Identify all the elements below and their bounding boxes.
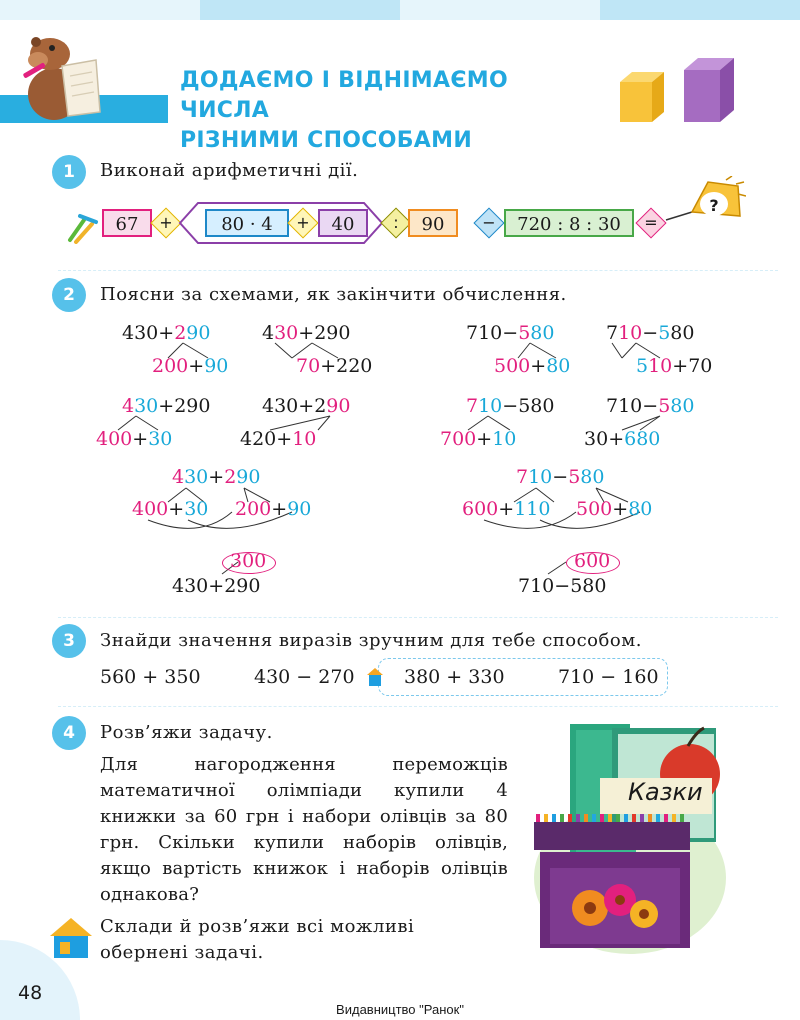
num: 7 bbox=[606, 322, 619, 344]
books-pencils-illustration bbox=[520, 718, 730, 958]
num: 680 bbox=[624, 428, 661, 450]
left-r1b-split bbox=[296, 355, 372, 377]
task1-text: Виконай арифметичні дії. bbox=[100, 160, 359, 181]
left-r3-top bbox=[172, 466, 260, 488]
num: 80 bbox=[628, 498, 653, 520]
num: 200 bbox=[152, 355, 189, 377]
divide-label: : bbox=[393, 213, 399, 232]
left-r1b-top bbox=[262, 322, 350, 344]
right-r3-top bbox=[516, 466, 604, 488]
num: 4 bbox=[122, 395, 135, 417]
num: 10 bbox=[492, 428, 517, 450]
op: + bbox=[612, 498, 629, 520]
separator-3 bbox=[58, 706, 778, 707]
num: 30 bbox=[184, 466, 209, 488]
num: 30 bbox=[274, 322, 299, 344]
num: 430 bbox=[262, 395, 299, 417]
num: 90 bbox=[236, 466, 261, 488]
num: 7 bbox=[466, 395, 479, 417]
op: + bbox=[476, 428, 493, 450]
right-r3-split bbox=[462, 498, 550, 520]
op: + bbox=[188, 355, 205, 377]
left-r2a-split bbox=[96, 428, 172, 450]
num: 4 bbox=[172, 466, 185, 488]
house-icon bbox=[50, 918, 92, 958]
task3-expr3: 380 + 330 bbox=[404, 666, 505, 688]
right-result: 600 bbox=[574, 550, 611, 572]
op: − bbox=[642, 322, 659, 344]
right-r1b-top bbox=[606, 322, 694, 344]
group-a: 80 · 4 bbox=[205, 209, 289, 237]
left-r2b-top bbox=[262, 395, 350, 417]
task3-number: 3 bbox=[52, 624, 86, 658]
equals-label: = bbox=[644, 213, 658, 232]
num: 400 bbox=[96, 428, 133, 450]
minus-label: − bbox=[482, 213, 496, 232]
right-r4-expr bbox=[518, 575, 606, 597]
task3-expr4: 710 − 160 bbox=[558, 666, 659, 688]
num: 10 bbox=[528, 466, 553, 488]
op: − bbox=[552, 466, 569, 488]
num: 90 bbox=[287, 498, 312, 520]
task3-expr2: 430 − 270 bbox=[254, 666, 355, 688]
num: 30 bbox=[148, 428, 173, 450]
publisher-footer: Видавництво "Ранок" bbox=[336, 1002, 464, 1017]
op: + bbox=[498, 498, 515, 520]
right-r2b-split bbox=[584, 428, 660, 450]
num: 5 bbox=[658, 395, 671, 417]
right-r1b-split bbox=[636, 355, 712, 377]
left-r3-split-2 bbox=[235, 498, 311, 520]
chain-start-number: 67 bbox=[102, 209, 152, 237]
num: 290 bbox=[174, 395, 211, 417]
num: 5 bbox=[658, 322, 671, 344]
op: + bbox=[132, 428, 149, 450]
num: 580 bbox=[570, 575, 607, 597]
num: 220 bbox=[336, 355, 373, 377]
num: 5 bbox=[568, 466, 581, 488]
num: 2 bbox=[174, 322, 187, 344]
num: 2 bbox=[224, 466, 237, 488]
right-r1a-top bbox=[466, 322, 554, 344]
op: + bbox=[298, 322, 315, 344]
num: 710 bbox=[466, 322, 503, 344]
num: 30 bbox=[134, 395, 159, 417]
num: 80 bbox=[580, 466, 605, 488]
task4-extra-line1: Склади й розв’яжи всі можливі bbox=[100, 916, 415, 937]
num: 290 bbox=[314, 322, 351, 344]
num: 4 bbox=[262, 322, 275, 344]
op: + bbox=[208, 466, 225, 488]
num: 400 bbox=[132, 498, 169, 520]
op: + bbox=[298, 395, 315, 417]
page-title-line2: РІЗНИМИ СПОСОБАМИ bbox=[180, 128, 473, 153]
num: 710 bbox=[518, 575, 555, 597]
num: 430 bbox=[172, 575, 209, 597]
num: 500 bbox=[494, 355, 531, 377]
op: + bbox=[158, 395, 175, 417]
task3-expr1: 560 + 350 bbox=[100, 666, 201, 688]
num: 500 bbox=[576, 498, 613, 520]
op: + bbox=[608, 428, 625, 450]
right-r3-split-2 bbox=[576, 498, 652, 520]
num: 700 bbox=[440, 428, 477, 450]
task4-number: 4 bbox=[52, 716, 86, 750]
page-title-line1: ДОДАЄМО І ВІДНІМАЄМО ЧИСЛА bbox=[180, 68, 508, 123]
task2-text: Поясни за схемами, як закінчити обчислення. bbox=[100, 284, 567, 305]
num: 10 bbox=[292, 428, 317, 450]
op: + bbox=[320, 355, 337, 377]
num: 600 bbox=[462, 498, 499, 520]
op: + bbox=[208, 575, 225, 597]
op: − bbox=[502, 322, 519, 344]
num: 80 bbox=[670, 322, 695, 344]
kite-question: ? bbox=[709, 196, 719, 215]
op: − bbox=[642, 395, 659, 417]
num: 80 bbox=[546, 355, 571, 377]
num: 710 bbox=[606, 395, 643, 417]
num: 7 bbox=[516, 466, 529, 488]
num: 2 bbox=[314, 395, 327, 417]
num: 430 bbox=[122, 322, 159, 344]
num: 580 bbox=[518, 395, 555, 417]
divisor: 90 bbox=[408, 209, 458, 237]
op: + bbox=[672, 355, 689, 377]
op: + bbox=[158, 322, 175, 344]
left-r1a-split bbox=[152, 355, 228, 377]
separator-2 bbox=[58, 617, 778, 618]
num: 80 bbox=[670, 395, 695, 417]
op: + bbox=[530, 355, 547, 377]
task3-text: Знайди значення виразів зручним для тебе способом. bbox=[100, 630, 642, 651]
home-task-icon bbox=[366, 666, 384, 688]
num: 30 bbox=[584, 428, 609, 450]
right-r2a-split bbox=[440, 428, 516, 450]
num: 5 bbox=[636, 355, 649, 377]
op: + bbox=[276, 428, 293, 450]
book-title: Казки bbox=[628, 778, 703, 806]
num: 90 bbox=[186, 322, 211, 344]
left-r2b-split bbox=[240, 428, 316, 450]
left-r4-expr bbox=[172, 575, 260, 597]
right-r2b-top bbox=[606, 395, 694, 417]
num: 80 bbox=[530, 322, 555, 344]
num: 5 bbox=[518, 322, 531, 344]
left-r3-split bbox=[132, 498, 208, 520]
num: 420 bbox=[240, 428, 277, 450]
num: 290 bbox=[224, 575, 261, 597]
plus-label-1: + bbox=[159, 213, 173, 232]
left-result: 300 bbox=[230, 550, 267, 572]
op: − bbox=[554, 575, 571, 597]
left-r2a-top bbox=[122, 395, 210, 417]
right-r2a-top bbox=[466, 395, 554, 417]
op: − bbox=[502, 395, 519, 417]
num: 10 bbox=[648, 355, 673, 377]
num: 110 bbox=[514, 498, 551, 520]
page-number: 48 bbox=[18, 982, 43, 1004]
num: 10 bbox=[618, 322, 643, 344]
expression-box: 720 : 8 : 30 bbox=[504, 209, 634, 237]
num: 10 bbox=[478, 395, 503, 417]
left-r1a-top bbox=[122, 322, 210, 344]
task4-problem-text: Для нагородження переможців математичної олімпіади купили 4 книжки за 60 грн і набори олівців за 80 грн. Скільки купили наборів олівців, якщо вартість книжок і наборів олівців однакова? bbox=[100, 754, 508, 905]
task4-text: Розв’яжи задачу. bbox=[100, 722, 273, 743]
num: 30 bbox=[184, 498, 209, 520]
num: 70 bbox=[688, 355, 713, 377]
task4-extra-line2: обернені задачі. bbox=[100, 942, 264, 963]
num: 90 bbox=[326, 395, 351, 417]
plus-label-2: + bbox=[296, 213, 310, 232]
right-r1a-split bbox=[494, 355, 570, 377]
num: 70 bbox=[296, 355, 321, 377]
op: + bbox=[271, 498, 288, 520]
task1-number: 1 bbox=[52, 155, 86, 189]
op: + bbox=[168, 498, 185, 520]
group-b: 40 bbox=[318, 209, 368, 237]
num: 90 bbox=[204, 355, 229, 377]
task2-number: 2 bbox=[52, 278, 86, 312]
num: 200 bbox=[235, 498, 272, 520]
